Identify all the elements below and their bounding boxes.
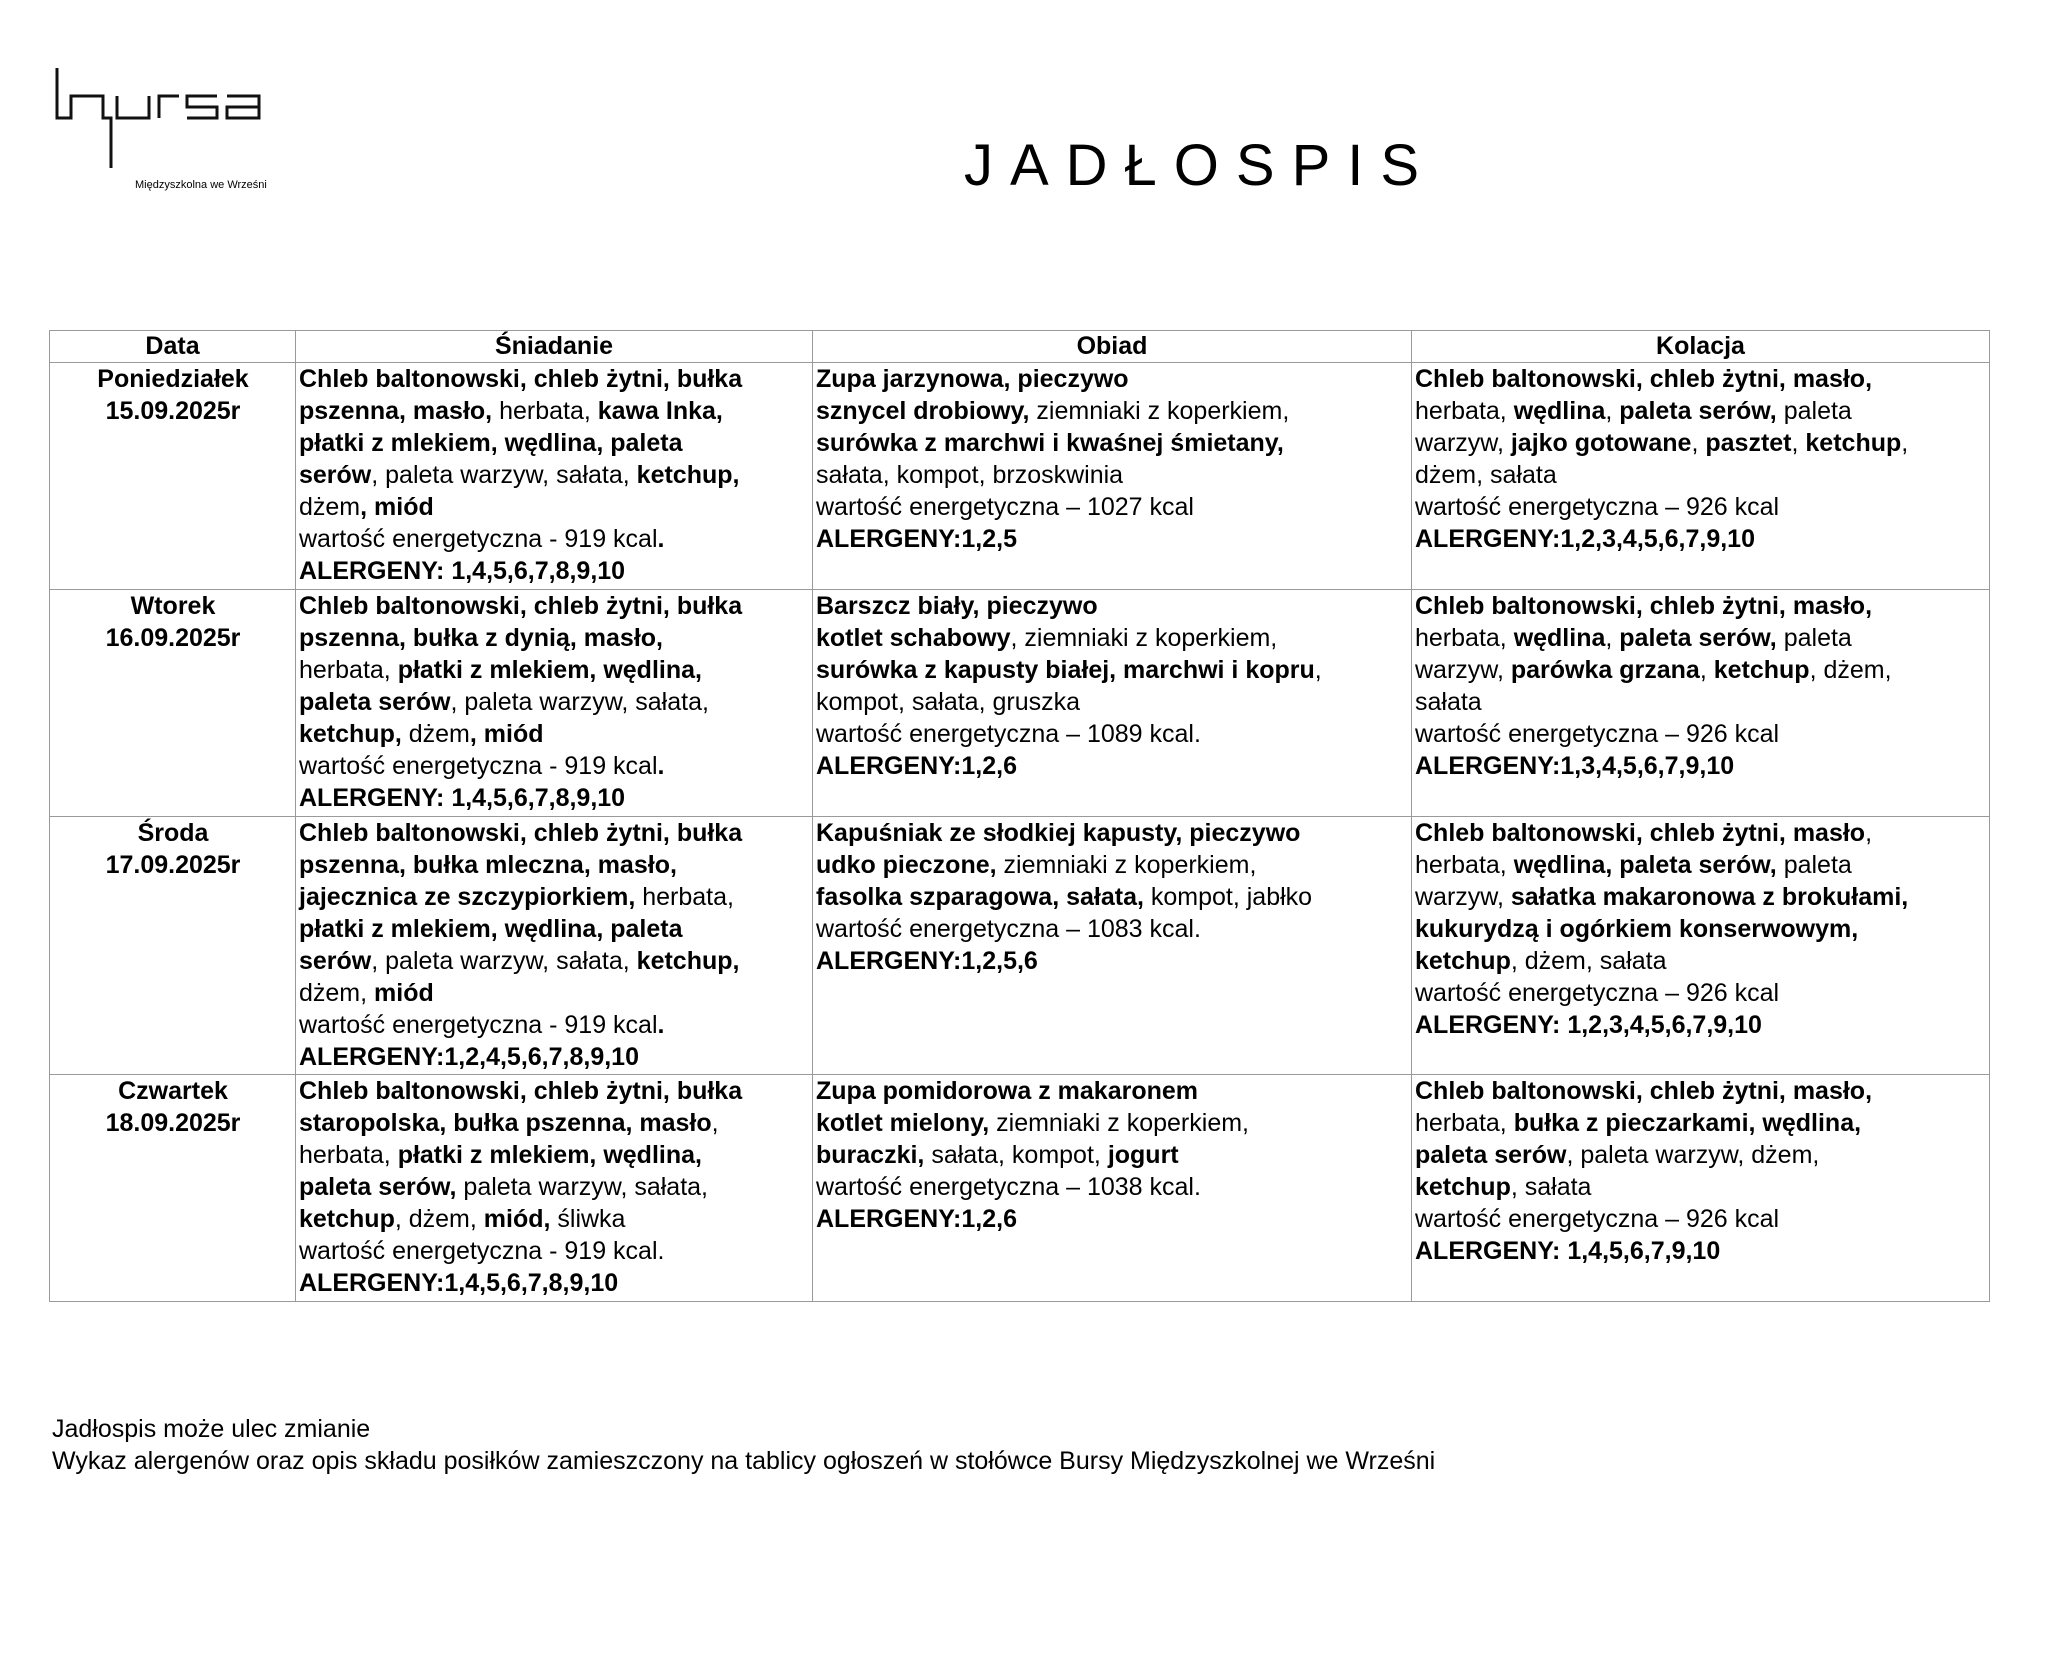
menu-line (1415, 686, 1987, 718)
menu-line (299, 622, 810, 654)
bursa-logo-mark (55, 62, 315, 172)
menu-text-bold: paleta serów (1415, 1141, 1567, 1169)
menu-text: paleta (1776, 624, 1852, 652)
menu-line (816, 686, 1409, 718)
menu-line (299, 395, 810, 427)
menu-text-bold: ALERGENY:1,4,5,6,7,8,9,10 (299, 1269, 619, 1297)
menu-line (1415, 750, 1987, 782)
menu-text-bold: kawa Inka, (597, 397, 723, 425)
menu-line (1415, 1171, 1987, 1203)
menu-line (299, 1203, 810, 1235)
menu-text-bold: Chleb baltonowski, chleb żytni, bułka (299, 592, 743, 620)
menu-text: , paleta warzyw, sałata, (371, 461, 637, 489)
table-row (50, 590, 1990, 817)
menu-line (299, 945, 810, 977)
menu-line (1415, 1203, 1987, 1235)
table-row (50, 817, 1990, 1075)
menu-text-bold: Chleb baltonowski, chleb żytni, bułka (299, 819, 743, 847)
menu-text: wartość energetyczna – 1083 kcal. (816, 915, 1201, 943)
menu-text: , (711, 1109, 719, 1137)
menu-line (1415, 1139, 1987, 1171)
menu-line (299, 913, 810, 945)
menu-text-bold: pszenna, bułka z dynią, masło, (299, 624, 663, 652)
menu-text: sałata, kompot, (924, 1141, 1108, 1169)
menu-text: wartość energetyczna - 919 kcal (299, 1011, 658, 1039)
menu-text-bold: paleta serów, (299, 1173, 457, 1201)
menu-text-bold: ketchup, (636, 947, 740, 975)
menu-text: warzyw, (1415, 656, 1511, 684)
menu-text-bold: ALERGENY:1,2,6 (816, 1205, 1017, 1233)
menu-line (1415, 427, 1987, 459)
menu-text-bold: staropolska, bułka pszenna, masło (299, 1109, 712, 1137)
menu-line (1415, 945, 1987, 977)
menu-text: , (1699, 656, 1714, 684)
menu-text-bold: sznycel drobiowy, (816, 397, 1030, 425)
menu-text-bold: ALERGENY:1,3,4,5,6,7,9,10 (1415, 752, 1735, 780)
menu-text-bold: . (657, 525, 665, 553)
menu-line (816, 817, 1409, 849)
menu-line (299, 523, 810, 555)
menu-line (299, 881, 810, 913)
day-date: 17.09.2025r (105, 851, 241, 879)
menu-line (299, 1235, 810, 1267)
menu-text: herbata, (1415, 851, 1514, 879)
menu-text-bold: serów (299, 461, 372, 489)
menu-text-bold: miód (374, 979, 434, 1007)
menu-line (816, 363, 1409, 395)
lunch-cell (813, 1075, 1412, 1302)
menu-text: wartość energetyczna – 926 kcal (1415, 720, 1780, 748)
menu-text-bold: . (657, 1011, 665, 1039)
header-breakfast: Śniadanie (296, 331, 813, 363)
menu-text-bold: jajko gotowane (1510, 429, 1692, 457)
menu-line (1415, 881, 1987, 913)
menu-text: , ziemniaki z koperkiem, (1010, 624, 1278, 652)
menu-text-bold: Chleb baltonowski, chleb żytni, bułka (299, 365, 743, 393)
menu-text: wartość energetyczna – 1027 kcal (816, 493, 1194, 521)
menu-text: dżem, (299, 979, 375, 1007)
menu-line (1415, 523, 1987, 555)
menu-text: , (1605, 624, 1620, 652)
menu-text-bold: płatki z mlekiem, wędlina, (397, 1141, 702, 1169)
menu-text: , dżem, sałata (1510, 947, 1667, 975)
menu-text-bold: ALERGENY:1,2,5,6 (816, 947, 1038, 975)
menu-line (1415, 363, 1987, 395)
menu-line (299, 1041, 810, 1073)
menu-text-bold: kotlet mielony, (816, 1109, 990, 1137)
menu-text-bold: wędlina, paleta serów, (1513, 851, 1777, 879)
menu-line (1415, 491, 1987, 523)
lunch-cell (813, 590, 1412, 817)
menu-text: herbata, (492, 397, 598, 425)
menu-line (299, 459, 810, 491)
supper-cell (1412, 590, 1990, 817)
supper-cell (1412, 817, 1990, 1075)
breakfast-cell (296, 590, 813, 817)
header-lunch: Obiad (813, 331, 1412, 363)
menu-line (299, 782, 810, 814)
menu-text-bold: Chleb baltonowski, chleb żytni, bułka (299, 1077, 743, 1105)
menu-text: herbata, (299, 1141, 398, 1169)
menu-line (816, 1171, 1409, 1203)
table-row (50, 1075, 1990, 1302)
menu-text-bold: ALERGENY: 1,2,3,4,5,6,7,9,10 (1415, 1011, 1762, 1039)
day-date: 18.09.2025r (105, 1109, 241, 1137)
header-date: Data (50, 331, 296, 363)
menu-text: wartość energetyczna - 919 kcal (299, 752, 658, 780)
menu-line (816, 523, 1409, 555)
menu-text: herbata, (635, 883, 734, 911)
menu-line (1415, 1075, 1987, 1107)
menu-line (299, 1267, 810, 1299)
day-name: Wtorek (130, 592, 216, 620)
menu-line (816, 849, 1409, 881)
menu-text: dżem, sałata (1415, 461, 1557, 489)
menu-text: ziemniaki z koperkiem, (996, 851, 1257, 879)
menu-line (299, 977, 810, 1009)
menu-text-bold: Zupa jarzynowa, pieczywo (816, 365, 1129, 393)
menu-text: , (1791, 429, 1806, 457)
menu-text: , sałata (1510, 1173, 1592, 1201)
menu-text: paleta warzyw, sałata, (456, 1173, 708, 1201)
menu-text-bold: surówka z marchwi i kwaśnej śmietany, (816, 429, 1284, 457)
menu-line (299, 555, 810, 587)
menu-text: wartość energetyczna – 1038 kcal. (816, 1173, 1201, 1201)
menu-line (816, 945, 1409, 977)
menu-line (299, 1139, 810, 1171)
menu-text-bold: parówka grzana (1510, 656, 1700, 684)
menu-text-bold: płatki z mlekiem, wędlina, (397, 656, 702, 684)
menu-text-bold: miód, (483, 1205, 551, 1233)
table-row (50, 363, 1990, 590)
menu-text-bold: pszenna, bułka mleczna, masło, (299, 851, 677, 879)
menu-text-bold: ALERGENY: 1,4,5,6,7,9,10 (1415, 1237, 1721, 1265)
menu-text: ziemniaki z koperkiem, (989, 1109, 1249, 1137)
footer-note-change: Jadłospis może ulec zmianie (52, 1415, 371, 1443)
menu-text: warzyw, (1415, 883, 1511, 911)
menu-text: warzyw, (1415, 429, 1511, 457)
menu-line (816, 1075, 1409, 1107)
menu-text-bold: pasztet (1705, 429, 1792, 457)
menu-text-bold: ALERGENY:1,2,5 (816, 525, 1017, 553)
menu-text-bold: paleta serów, (1619, 624, 1777, 652)
menu-text-bold: ketchup, (299, 720, 402, 748)
menu-line (1415, 622, 1987, 654)
menu-text-bold: Chleb baltonowski, chleb żytni, masło, (1415, 365, 1873, 393)
lunch-cell (813, 817, 1412, 1075)
menu-text-bold: ALERGENY:1,2,6 (816, 752, 1017, 780)
menu-text: kompot, jabłko (1143, 883, 1313, 911)
menu-text-bold: paleta serów, (1619, 397, 1777, 425)
menu-text-bold: serów (299, 947, 372, 975)
menu-line (816, 395, 1409, 427)
day-cell (50, 1075, 296, 1302)
day-cell (50, 363, 296, 590)
menu-text-bold: ketchup (1713, 656, 1810, 684)
menu-text: wartość energetyczna - 919 kcal (299, 525, 658, 553)
menu-text-bold: ALERGENY: 1,4,5,6,7,8,9,10 (299, 557, 626, 585)
menu-text-bold: Zupa pomidorowa z makaronem (816, 1077, 1199, 1105)
menu-line (816, 1107, 1409, 1139)
menu-line (816, 1139, 1409, 1171)
day-name: Poniedziałek (97, 365, 249, 393)
menu-line (816, 718, 1409, 750)
menu-text-bold: Chleb baltonowski, chleb żytni, masło (1415, 819, 1866, 847)
breakfast-cell (296, 1075, 813, 1302)
menu-text-bold: płatki z mlekiem, wędlina, paleta (299, 915, 683, 943)
menu-line (1415, 395, 1987, 427)
menu-text: wartość energetyczna – 926 kcal (1415, 493, 1780, 521)
menu-line (299, 817, 810, 849)
menu-text: paleta (1776, 397, 1852, 425)
menu-text: wartość energetyczna – 926 kcal (1415, 979, 1780, 1007)
menu-line (299, 718, 810, 750)
menu-text-bold: surówka z kapusty białej, marchwi i kopru (816, 656, 1315, 684)
menu-text: herbata, (299, 656, 398, 684)
header-supper: Kolacja (1412, 331, 1990, 363)
menu-line (1415, 913, 1987, 945)
menu-line (1415, 977, 1987, 1009)
menu-text-bold: Chleb baltonowski, chleb żytni, masło, (1415, 1077, 1873, 1105)
menu-text-bold: ALERGENY:1,2,4,5,6,7,8,9,10 (299, 1043, 639, 1071)
menu-text-bold: wędlina (1513, 397, 1606, 425)
menu-text: paleta (1776, 851, 1852, 879)
footer-notes (52, 1413, 1435, 1477)
menu-line (1415, 1235, 1987, 1267)
menu-line (816, 750, 1409, 782)
menu-text: kompot, sałata, gruszka (816, 688, 1081, 716)
menu-text: , paleta warzyw, sałata, (450, 688, 709, 716)
menu-line (816, 654, 1409, 686)
menu-table (49, 330, 1990, 1302)
menu-line (1415, 590, 1987, 622)
menu-line (816, 590, 1409, 622)
menu-text-bold: ketchup, (636, 461, 740, 489)
footer-note-allergens: Wykaz alergenów oraz opis składu posiłków zamieszczony na tablicy ogłoszeń w stołówce Bursy Międzyszkolnej we Wrześni (52, 1447, 1436, 1475)
menu-line (299, 590, 810, 622)
menu-text-bold: bułka z pieczarkami, wędlina, (1513, 1109, 1862, 1137)
menu-text: dżem (299, 493, 361, 521)
menu-line (816, 913, 1409, 945)
menu-text-bold: ketchup (1415, 947, 1511, 975)
menu-text-bold: sałatka makaronowa z brokułami, (1510, 883, 1909, 911)
logo-subtitle: Międzyszkolna we Wrześni (135, 179, 267, 191)
day-name: Środa (137, 819, 209, 847)
menu-text: ziemniaki z koperkiem, (1029, 397, 1290, 425)
menu-text-bold: kotlet schabowy (816, 624, 1011, 652)
menu-text: herbata, (1415, 1109, 1514, 1137)
menu-text-bold: , miód (469, 720, 544, 748)
menu-line (816, 459, 1409, 491)
supper-cell (1412, 1075, 1990, 1302)
menu-text-bold: , miód (360, 493, 434, 521)
menu-text-bold: jogurt (1107, 1141, 1179, 1169)
menu-text: sałata (1415, 688, 1482, 716)
menu-line (1415, 849, 1987, 881)
table-header-row (50, 331, 1990, 363)
menu-line (1415, 1107, 1987, 1139)
menu-line (816, 491, 1409, 523)
menu-line (816, 427, 1409, 459)
menu-text-bold: wędlina (1513, 624, 1606, 652)
menu-line (816, 1203, 1409, 1235)
menu-text-bold: ketchup (299, 1205, 395, 1233)
day-cell (50, 817, 296, 1075)
menu-text: herbata, (1415, 624, 1514, 652)
menu-text: , paleta warzyw, sałata, (371, 947, 637, 975)
breakfast-cell (296, 817, 813, 1075)
menu-text-bold: fasolka szparagowa, sałata, (816, 883, 1144, 911)
menu-text: , paleta warzyw, dżem, (1566, 1141, 1820, 1169)
menu-line (299, 686, 810, 718)
menu-text-bold: buraczki, (816, 1141, 925, 1169)
menu-text: wartość energetyczna – 926 kcal (1415, 1205, 1780, 1233)
bursa-logo (55, 62, 315, 198)
menu-text: herbata, (1415, 397, 1514, 425)
breakfast-cell (296, 363, 813, 590)
menu-text: wartość energetyczna – 1089 kcal. (816, 720, 1201, 748)
menu-text: , (1691, 429, 1706, 457)
menu-text-bold: ALERGENY:1,2,3,4,5,6,7,9,10 (1415, 525, 1755, 553)
page-title: JADŁOSPIS (963, 133, 1437, 198)
menu-text-bold: płatki z mlekiem, wędlina, paleta (299, 429, 683, 457)
menu-line (1415, 459, 1987, 491)
menu-text-bold: ALERGENY: 1,4,5,6,7,8,9,10 (299, 784, 626, 812)
menu-line (1415, 817, 1987, 849)
menu-text-bold: paleta serów (299, 688, 451, 716)
menu-text: , (1901, 429, 1909, 457)
menu-text-bold: udko pieczone, (816, 851, 997, 879)
menu-text: , dżem, (1809, 656, 1892, 684)
menu-line (299, 363, 810, 395)
menu-text-bold: Chleb baltonowski, chleb żytni, masło, (1415, 592, 1873, 620)
menu-line (299, 491, 810, 523)
menu-line (816, 622, 1409, 654)
menu-line (299, 750, 810, 782)
menu-line (1415, 654, 1987, 686)
lunch-cell (813, 363, 1412, 590)
menu-text-bold: jajecznica ze szczypiorkiem, (299, 883, 636, 911)
menu-text: , (1605, 397, 1620, 425)
day-date: 16.09.2025r (105, 624, 241, 652)
menu-line (299, 654, 810, 686)
menu-text: , dżem, (394, 1205, 484, 1233)
menu-text-bold: Barszcz biały, pieczywo (816, 592, 1098, 620)
menu-text-bold: . (657, 752, 665, 780)
menu-text-bold: kukurydzą i ogórkiem konserwowym, (1415, 915, 1859, 943)
menu-line (1415, 1009, 1987, 1041)
menu-line (816, 881, 1409, 913)
menu-text-bold: Kapuśniak ze słodkiej kapusty, pieczywo (816, 819, 1301, 847)
menu-line (299, 1075, 810, 1107)
day-name: Czwartek (118, 1077, 228, 1105)
menu-text-bold: pszenna, masło, (299, 397, 493, 425)
day-date: 15.09.2025r (105, 397, 241, 425)
menu-line (299, 427, 810, 459)
menu-text: wartość energetyczna - 919 kcal. (299, 1237, 665, 1265)
menu-line (1415, 718, 1987, 750)
supper-cell (1412, 363, 1990, 590)
menu-text: , (1865, 819, 1873, 847)
menu-text: , (1314, 656, 1322, 684)
menu-text: sałata, kompot, brzoskwinia (816, 461, 1124, 489)
day-cell (50, 590, 296, 817)
menu-text: śliwka (550, 1205, 626, 1233)
menu-text: dżem (401, 720, 470, 748)
menu-line (299, 1009, 810, 1041)
menu-line (299, 1107, 810, 1139)
menu-text-bold: ketchup (1415, 1173, 1511, 1201)
menu-line (299, 1171, 810, 1203)
menu-text-bold: ketchup (1805, 429, 1902, 457)
menu-line (299, 849, 810, 881)
